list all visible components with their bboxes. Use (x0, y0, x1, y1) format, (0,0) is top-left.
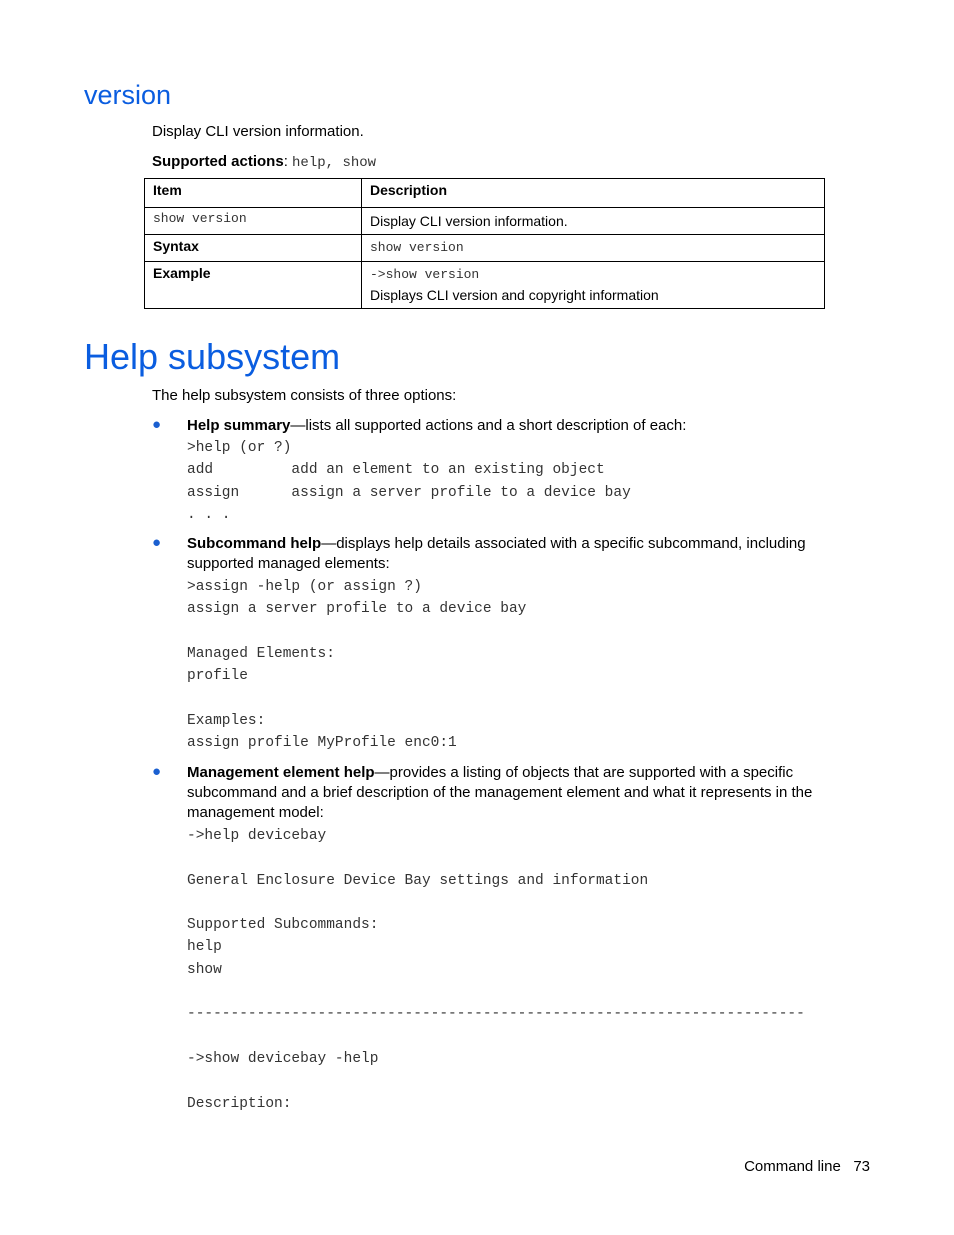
supported-actions-sep: : (283, 153, 293, 170)
table-body (145, 208, 825, 309)
bullet-label: Help summary (187, 417, 291, 434)
footer-section: Command line (744, 1158, 841, 1175)
section-title-version: version (84, 80, 172, 110)
bullet-label: Management element help (187, 764, 375, 781)
table-cell-description (362, 262, 825, 309)
code-block-management-element-help: ->help devicebay General Enclosure Device Bay settings and information Supported Subcommands: help show ----------------------------------------------------------------------- ->show devicebay -help Description: (187, 828, 805, 1112)
bullet-icon: ● (152, 534, 162, 551)
table-header-row (145, 179, 825, 208)
table-cell-description (362, 208, 825, 235)
description-line: Display CLI version information. (370, 213, 568, 229)
bullet-subcommand-help (187, 534, 847, 574)
bullet-text: —provides a listing of objects that are supported with a specific subcommand and a brief description of the management element and what it represents in the management model: (187, 764, 813, 821)
description-line: ->show version (370, 267, 480, 282)
table-cell-item: show version (145, 208, 362, 235)
bullet-text: —lists all supported actions and a short description of each: (290, 417, 687, 434)
supported-actions-line (152, 152, 376, 173)
code-block-subcommand-help: >assign -help (or assign ?) assign a server profile to a device bay Managed Elements: profile Examples: assign profile MyProfile enc0:1 (187, 579, 527, 752)
table-row (145, 235, 825, 262)
bullet-icon: ● (152, 763, 162, 780)
code-block-help-summary: >help (or ?) add add an element to an existing object assign assign a server profile to a device bay . . . (187, 440, 631, 523)
table-row (145, 262, 825, 309)
bullet-help-summary (187, 416, 847, 436)
page-number: 73 (853, 1158, 870, 1175)
table-row (145, 208, 825, 235)
table-cell-item: Example (145, 262, 362, 309)
description-line: Displays CLI version and copyright information (370, 287, 659, 303)
bullet-icon: ● (152, 416, 162, 433)
page-footer (744, 1158, 870, 1175)
table-cell-item: Syntax (145, 235, 362, 262)
table-cell-description (362, 235, 825, 262)
help-intro: The help subsystem consists of three options: (152, 387, 457, 404)
supported-actions-label: Supported actions (152, 153, 284, 170)
supported-actions-values: help, show (292, 155, 377, 171)
bullet-text: —displays help details associated with a specific subcommand, including supported managed elements: (187, 535, 806, 572)
version-spec-table (144, 178, 825, 309)
bullet-label: Subcommand help (187, 535, 322, 552)
version-description: Display CLI version information. (152, 123, 364, 140)
table-header-description: Description (362, 179, 825, 208)
description-line: show version (370, 240, 464, 255)
table-header-item: Item (145, 179, 362, 208)
bullet-management-element-help (187, 763, 847, 823)
section-title-help-subsystem: Help subsystem (84, 336, 341, 377)
